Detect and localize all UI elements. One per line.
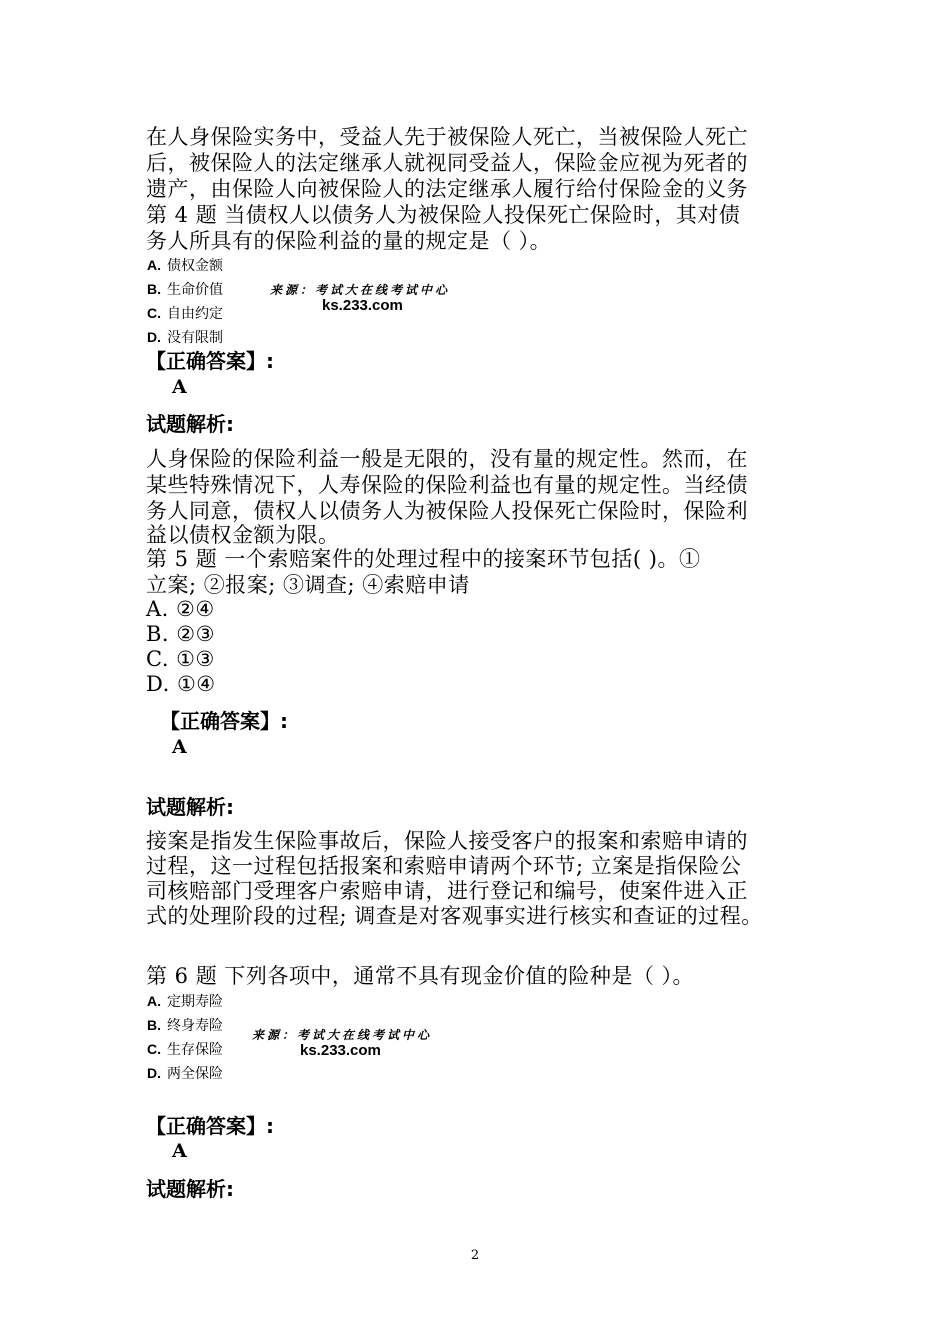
q4-analysis-line-3: 务人同意，债权人以债务人为被保险人投保死亡保险时，保险利 [146,499,748,523]
q6-option-b: B. 终身寿险 [147,1017,223,1034]
q4-option-c: C. 自由约定 [147,305,223,322]
q4-analysis-line-4: 益以债权金额为限。 [146,523,340,547]
q3-text-line-3: 遗产，由保险人向被保险人的法定继承人履行给付保险金的义务 [146,177,748,201]
q4-question-line-1: 第 4 题 当债权人以债务人为被保险人投保死亡保险时，其对债 [146,203,741,227]
q5-option-c: C. ①③ [146,647,215,671]
q3-text-line-2: 后，被保险人的法定继承人就视同受益人，保险金应视为死者的 [146,151,748,175]
q6-question-line-1: 第 6 题 下列各项中，通常不具有现金价值的险种是（ ）。 [146,964,695,988]
q4-watermark-source: 来源：考试大在线考试中心 [270,283,451,297]
q4-answer: A [172,376,187,398]
q4-analysis-line-1: 人身保险的保险利益一般是无限的，没有量的规定性。然而，在 [146,447,748,471]
q4-question-line-2: 务人所具有的保险利益的量的规定是（ ）。 [146,229,552,253]
q6-answer-label: 【正确答案】: [146,1114,274,1138]
q6-option-c: C. 生存保险 [147,1041,223,1058]
q5-analysis-line-2: 过程，这一过程包括报案和索赔申请两个环节; 立案是指保险公 [146,854,742,878]
q5-answer-label: 【正确答案】: [160,709,288,733]
q4-analysis-label: 试题解析: [146,412,234,436]
q6-answer: A [172,1140,187,1162]
q4-option-d: D. 没有限制 [147,329,223,346]
q5-analysis-line-3: 司核赔部门受理客户索赔申请，进行登记和编号，使案件进入正 [146,879,748,903]
q5-question-line-1: 第 5 题 一个索赔案件的处理过程中的接案环节包括( )。① [146,547,701,571]
q5-analysis-line-1: 接案是指发生保险事故后，保险人接受客户的报案和索赔申请的 [146,829,748,853]
q6-option-a: A. 定期寿险 [147,993,223,1010]
q6-watermark-source: 来源：考试大在线考试中心 [252,1028,433,1042]
q4-option-b: B. 生命价值 [147,281,223,298]
q3-text-line-1: 在人身保险实务中，受益人先于被保险人死亡，当被保险人死亡 [146,125,748,149]
q5-analysis-line-4: 式的处理阶段的过程; 调查是对客观事实进行核实和查证的过程。 [146,904,763,928]
q5-option-d: D. ①④ [146,672,216,696]
q4-option-a: A. 债权金额 [147,257,223,274]
q4-watermark-site: ks.233.com [322,297,403,314]
q5-answer: A [172,736,187,758]
q6-option-d: D. 两全保险 [147,1065,223,1082]
q4-answer-label: 【正确答案】: [146,349,274,373]
q5-option-b: B. ②③ [146,622,215,646]
q5-option-a: A. ②④ [146,597,215,621]
q5-analysis-label: 试题解析: [146,795,234,819]
page-number: 2 [470,1248,480,1263]
q6-watermark-site: ks.233.com [300,1042,381,1059]
q4-analysis-line-2: 某些特殊情况下，人寿保险的保险利益也有量的规定性。当经债 [146,473,748,497]
q6-analysis-label: 试题解析: [146,1177,234,1201]
q5-question-line-2: 立案; ②报案; ③调查; ④索赔申请 [146,573,470,597]
